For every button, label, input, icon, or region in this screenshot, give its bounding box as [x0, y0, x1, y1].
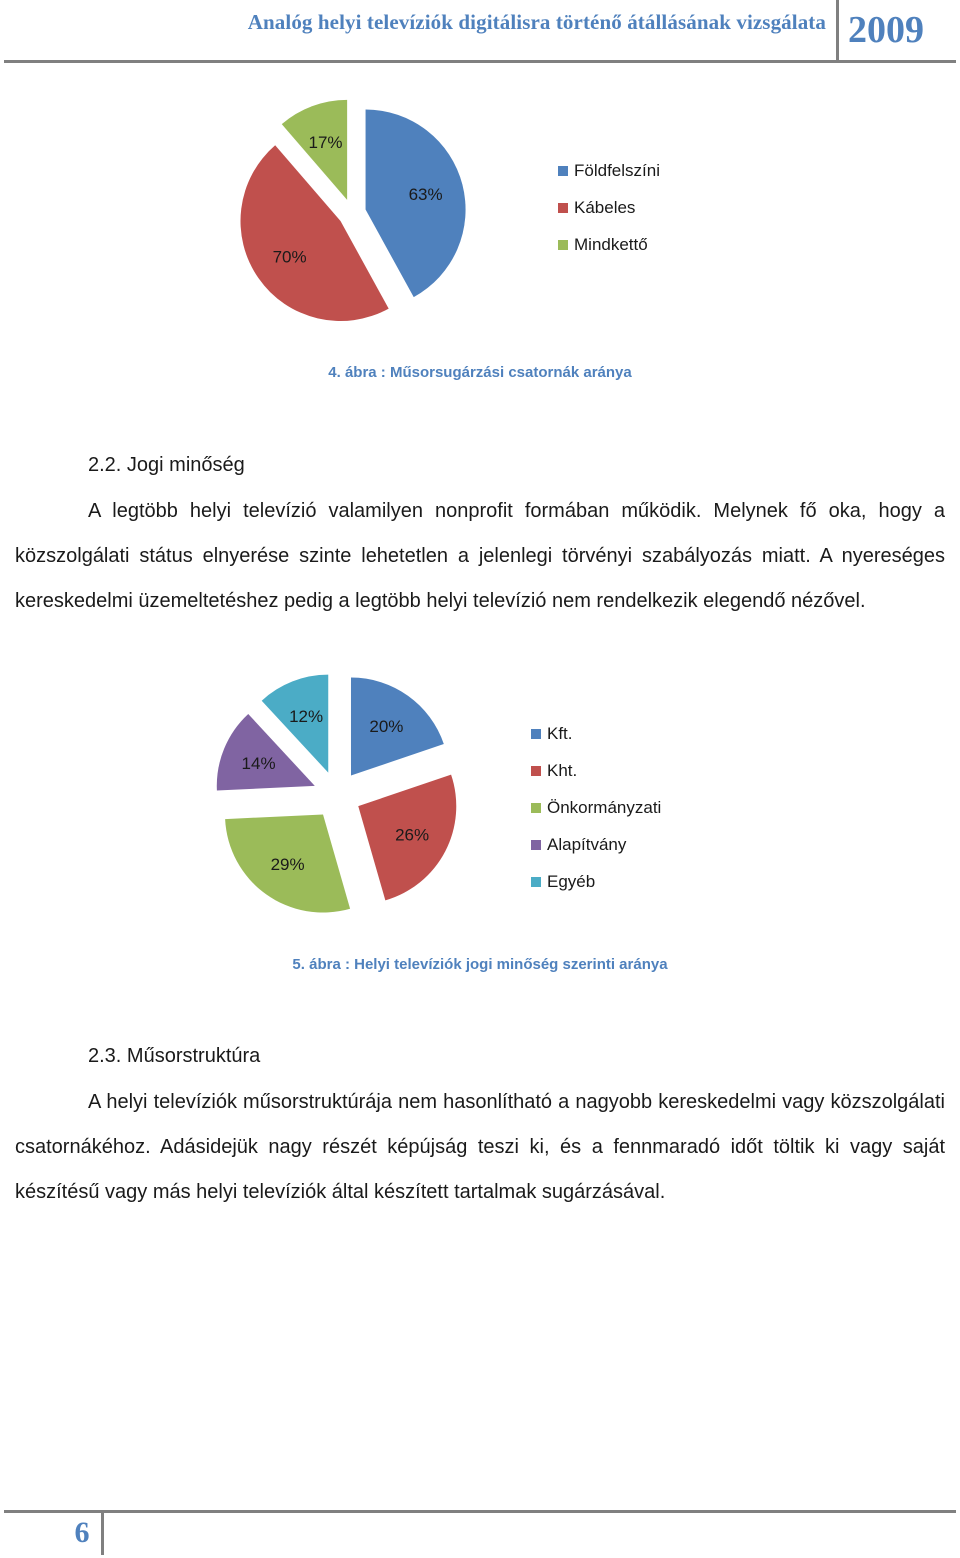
legend-item: [531, 872, 595, 892]
legend-item: [558, 161, 660, 181]
pie-slice-label-4: 12%: [289, 707, 324, 727]
section-2-3-heading: 2.3. Műsorstruktúra: [88, 1045, 261, 1067]
legend-swatch: [531, 766, 541, 776]
pie-slice-label-3: 14%: [241, 753, 276, 773]
legend-swatch: [558, 166, 568, 176]
legend-swatch: [531, 840, 541, 850]
legend-label: Földfelszíni: [574, 161, 660, 180]
figure-5-pie-svg: [0, 670, 960, 940]
figure-5-caption: 5. ábra : Helyi televíziók jogi minőség szerinti aránya: [292, 956, 668, 973]
legend-item: [531, 835, 626, 855]
header-rule: [4, 60, 956, 63]
legend-item: [558, 235, 648, 255]
legend-label: Kft.: [547, 724, 573, 743]
section-2-2-heading: 2.2. Jogi minőség: [88, 454, 245, 476]
running-header-year: 2009: [848, 9, 924, 51]
pie-slice-label-0: 63%: [408, 185, 443, 205]
legend-swatch: [558, 240, 568, 250]
legend-swatch: [531, 729, 541, 739]
legend-label: Mindkettő: [574, 235, 648, 254]
legend-label: Önkormányzati: [547, 798, 662, 817]
legend-item: [531, 761, 577, 781]
header-divider-vertical: [836, 0, 839, 60]
pie-slice-label-2: 17%: [308, 132, 343, 152]
legend-label: Alapítvány: [547, 835, 627, 854]
legend-item: [531, 724, 573, 744]
pie-slice-label-1: 70%: [272, 247, 307, 267]
figure-5-pie-chart: [0, 670, 960, 940]
legend-item: [558, 198, 635, 218]
footer-rule: [4, 1510, 956, 1513]
figure-4-pie-svg: [0, 95, 960, 345]
legend-item: [531, 798, 661, 818]
running-header-title: Analóg helyi televíziók digitálisra történő átállásának vizsgálata: [247, 10, 826, 34]
figure-4-pie-chart: [0, 95, 960, 345]
legend-label: Kábeles: [574, 198, 636, 217]
legend-label: Egyéb: [547, 872, 596, 891]
legend-swatch: [531, 877, 541, 887]
pie-slice-label-0: 20%: [369, 717, 404, 737]
section-2-2-paragraph: A legtöbb helyi televízió valamilyen nonprofit formában működik. Melynek fő oka, hogy a közszolgálati státus elnyerése szinte lehetetlen a jelenlegi törvényi szabályozás miatt. A nyereséges kereskedelmi üzemeltetéshez pedig a legtöbb helyi televízió nem rendelkezik elegendő nézővel.: [15, 500, 945, 612]
legend-swatch: [531, 803, 541, 813]
figure-4-caption: 4. ábra : Műsorsugárzási csatornák aránya: [328, 364, 632, 381]
legend-swatch: [558, 203, 568, 213]
section-2-3-paragraph: A helyi televíziók műsorstruktúrája nem hasonlítható a nagyobb kereskedelmi vagy közszolgálati csatornákéhoz. Adásidejük nagy részét képújság teszi ki, és a fennmaradó időt töltik ki vagy saját készítésű vagy más helyi televíziók által készített tartalmak sugárzásával.: [15, 1091, 945, 1203]
pie-slice-label-2: 29%: [270, 854, 305, 874]
legend-label: Kht.: [547, 761, 578, 780]
pie-slice-label-1: 26%: [395, 825, 430, 845]
page-number: 6: [74, 1516, 90, 1549]
